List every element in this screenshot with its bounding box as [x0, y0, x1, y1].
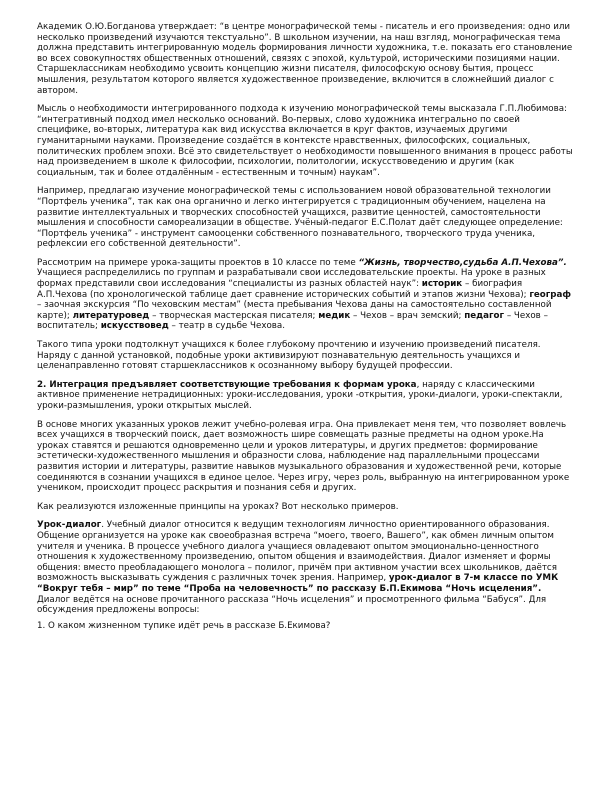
- text-span: – Чехов – воспитатель;: [37, 310, 548, 332]
- text-span: – заочная экскурсия “По чеховским местам” (места пребывания Чехова даны на самостоятельно составленной карте);: [37, 300, 552, 321]
- text-span: – творческая мастерская писателя;: [149, 310, 319, 321]
- text-span: – театр в судьбе Чехова.: [168, 321, 286, 332]
- role-historian: историк: [421, 279, 463, 290]
- paragraph-portfolio: [37, 186, 575, 250]
- text-span: Рассмотрим на примере урока-защиты проектов в 10 классе по теме: [37, 257, 359, 268]
- paragraph-lyubimova: [37, 104, 575, 178]
- role-art-critic: искусствовед: [100, 321, 169, 332]
- text-span: 1. О каком жизненном тупике идёт речь в рассказе Б.Екимова?: [37, 620, 331, 631]
- paragraph-lesson-dialogue: [37, 520, 575, 615]
- lesson-dialogue-heading: Урок-диалог: [37, 520, 102, 531]
- text-span: – биография А.П.Чехова (по хронологической таблице дает сравнение исторических событий и этапов жизни Чехова);: [37, 279, 530, 300]
- text-span: – Чехов – врач земский;: [350, 310, 465, 321]
- paragraph-integration-forms: [37, 380, 575, 412]
- lesson-topic-emphasis: “Жизнь, творчество,судьба А.П.Чехова”.: [358, 257, 567, 268]
- paragraph-chekhov-project: [37, 258, 575, 332]
- paragraph-role-play: [37, 420, 575, 494]
- role-geographer: географ: [529, 289, 571, 300]
- text-span: , наряду с классическими активное применение нетрадиционных: уроки-исследования, уроки -открытия, уроки-диалоги, уроки-спектакли, уроки-размышления, уроки открытых мыслей.: [37, 379, 563, 411]
- text-span: Академик О.Ю.Богданова утверждает: “в центре монографической темы - писатель и его произведения: одно или несколько произведений изучаются текстуально”. В школьном изучении, на наш взгляд, монографическая тема должна представить интегрированную модель формирования личности художника, т.е. показать его становление во всех совокупностях общественных отношений, связях с эпохой, культурой, историческими позициями нации. Старшеклассникам необходимо усвоить концепцию жизни писателя, философскую основу бытия, процесс мышления, результатом которого является художественное произведение, включится в сложнейший диалог с автором.: [37, 22, 573, 96]
- role-pedagogue: педагог: [464, 310, 505, 321]
- role-medic: медик: [318, 310, 351, 321]
- text-span: Учащиеся распределились по группам и разрабатывали свои исследовательские проекты. На уроке в разных формах представили свои исследования “специалисты из разных областей наук”:: [37, 268, 546, 290]
- text-span: Например, предлагаю изучение монографической темы с использованием новой образовательной технологии “Портфель ученика”, так как она органично и легко интегрируется с традиционным обучением, нацелена на развитие интеллектуальных и творческих способностей учащихся, развитие ценностей, самостоятельности мышления и способности самореализации в обществе. Учёный-педагог Е.С.Полат даёт следующее определение: “Портфель ученика” - инструмент самооценки собственного познавательного, творческого труда ученика, рефлексии его собственной деятельности”.: [37, 186, 563, 250]
- text-span: Такого типа уроки подтолкнут учащихся к более глубокому прочтению и изучению произведений писателя. Наряду с данной установкой, подобные уроки активизируют познавательную деятельность учащихся и целенаправленно готовят старшеклассников к осознанному выбору будущей профессии.: [37, 340, 541, 372]
- paragraph-examples-intro: [37, 502, 575, 513]
- section-heading-integration: 2. Интеграция предъявляет соответствующие требования к формам урока: [37, 379, 417, 390]
- role-literary-critic: литературовед: [72, 310, 150, 321]
- text-span: В основе многих указанных уроков лежит учебно-ролевая игра. Она привлекает меня тем, что позволяет вовлечь всех учащихся в творческий поиск, дает возможность шире совмещать разные предметы на одном уроке.На уроках ставятся и решаются одновременно цели и уроков литературы, и других предметов: формирование эстетически-художественного мышления и образности слова, наблюдение над параллельными процессами развития истории и литературы, развитие навыков музыкального образования и художественной речи, которые соединяются в сознании учащихся в единое целое. Через игру, через роль, выбранную на интегрированном уроке учеником, происходит процесс раскрытия и познания себя и других.: [37, 419, 570, 494]
- text-span: Как реализуются изложенные принципы на уроках? Вот несколько примеров.: [37, 501, 399, 512]
- document-page: [37, 22, 575, 639]
- paragraph-bogdanova: [37, 22, 575, 96]
- text-span: Мысль о необходимости интегрированного подхода к изучению монографической темы высказала Г.П.Любимова: “интегративный подход имел несколько оснований. Во-первых, слово художника интегрально по своей специфике, во-вторых, литература как вид искусства включается в круг фактов, изучаемых другими гуманитарными науками. Произведение создаётся в контексте нравственных, философских, социальных, политических проблем эпохи. Всё это свидетельствует о необходимости повышенного внимания в процесс работы над произведением в школе к философии, психологии, политологии, искусствоведению и другим (как социальным, так и более отдалённым - естественным и точным) наукам”.: [37, 104, 573, 178]
- paragraph-question-1: [37, 621, 575, 632]
- text-span: . Учебный диалог относится к ведущим технологиям личностно ориентированного образования. Общение организуется на уроке как своеобразная встреча “моего, твоего, Вашего”, как обмен личным опытом учителя и ученика. В процессе учебного диалога учащиеся овладевают опытом эмоционально-ценностного отношения к художественному произведению, опытом общения и взаимодействия. Диалог изменяет и формы общения: вместо преобладающего монолога – полилог, причём при активном участии всех школьников, даётся возможность высказывать суждения с различных точек зрения. Например,: [37, 520, 557, 584]
- text-span: Диалог ведётся на основе прочитанного рассказа “Ночь исцеления” и просмотренного фильма “Бабуся”. Для обсуждения предложены вопросы:: [37, 594, 547, 616]
- paragraph-deeper-reading: [37, 340, 575, 372]
- lesson-dialogue-example: урок-диалог в 7-м классе по УМК “Вокруг тебя – мир” по теме “Проба на человечность” по рассказу Б.П.Екимова “Ночь исцеления”.: [37, 573, 559, 594]
